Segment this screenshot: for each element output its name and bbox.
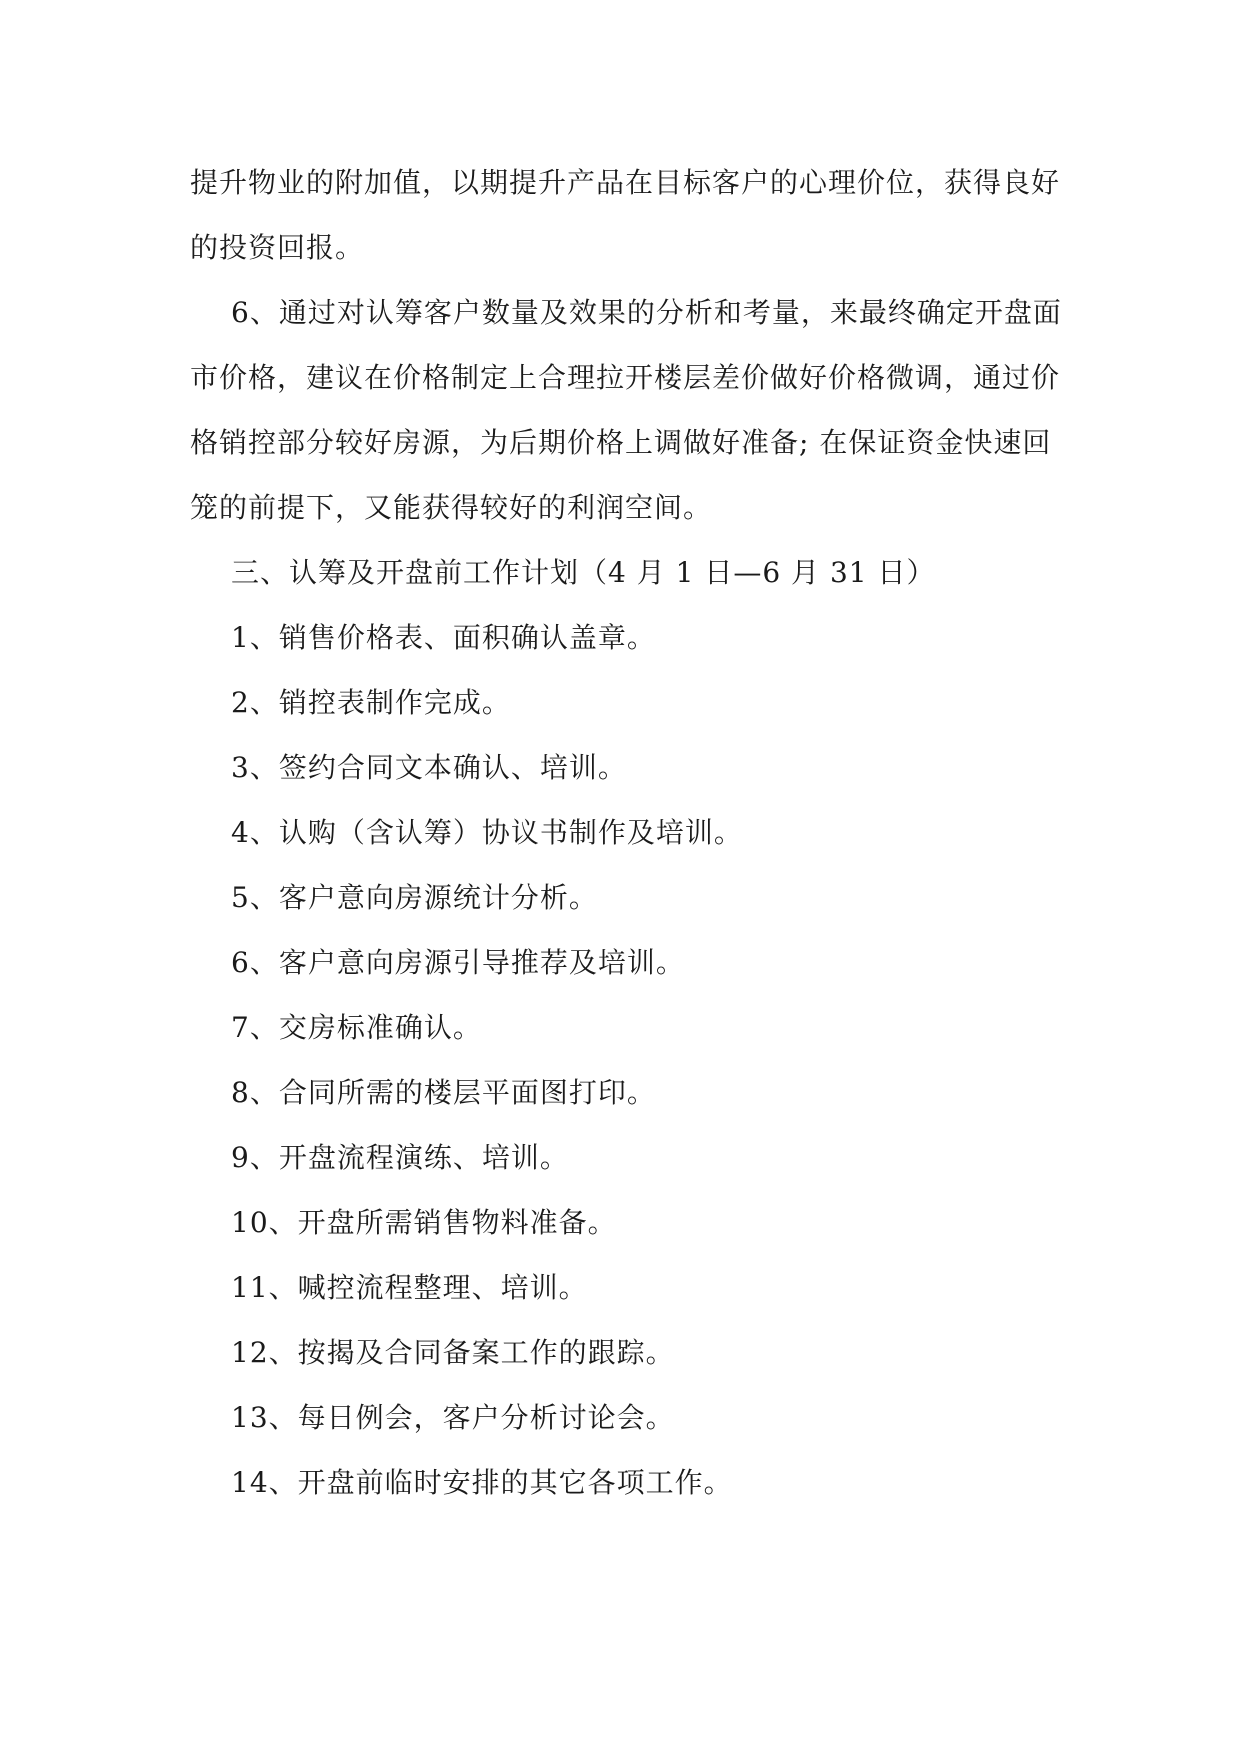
task-item-9: 9、开盘流程演练、培训。 <box>231 1141 569 1174</box>
task-item-6: 6、客户意向房源引导推荐及培训。 <box>231 946 685 979</box>
task-item-1: 1、销售价格表、面积确认盖章。 <box>231 621 656 654</box>
task-item-14: 14、开盘前临时安排的其它各项工作。 <box>231 1466 733 1499</box>
task-item-8: 8、合同所需的楼层平面图打印。 <box>231 1076 656 1109</box>
task-item-5: 5、客户意向房源统计分析。 <box>231 881 598 914</box>
task-item-4: 4、认购（含认筹）协议书制作及培训。 <box>231 816 743 849</box>
section-heading: 三、认筹及开盘前工作计划（4 月 1 日—6 月 31 日） <box>231 556 936 589</box>
paragraph-6-line-3: 格销控部分较好房源，为后期价格上调做好准备; 在保证资金快速回 <box>190 426 1052 459</box>
task-item-12: 12、按揭及合同备案工作的跟踪。 <box>231 1336 675 1369</box>
task-item-7: 7、交房标准确认。 <box>231 1011 482 1044</box>
task-item-3: 3、签约合同文本确认、培训。 <box>231 751 627 784</box>
paragraph-6-line-4: 笼的前提下，又能获得较好的利润空间。 <box>190 491 713 524</box>
paragraph-5-line-2: 的投资回报。 <box>190 231 365 264</box>
task-item-11: 11、喊控流程整理、培训。 <box>231 1271 588 1304</box>
paragraph-6-line-2: 市价格，建议在价格制定上合理拉开楼层差价做好价格微调，通过价 <box>190 361 1061 394</box>
paragraph-6-line-1: 6、通过对认筹客户数量及效果的分析和考量，来最终确定开盘面 <box>231 296 1062 329</box>
task-item-13: 13、每日例会，客户分析讨论会。 <box>231 1401 675 1434</box>
paragraph-5-line-1: 提升物业的附加值，以期提升产品在目标客户的心理价位，获得良好 <box>190 166 1061 199</box>
task-item-2: 2、销控表制作完成。 <box>231 686 511 719</box>
task-item-10: 10、开盘所需销售物料准备。 <box>231 1206 617 1239</box>
